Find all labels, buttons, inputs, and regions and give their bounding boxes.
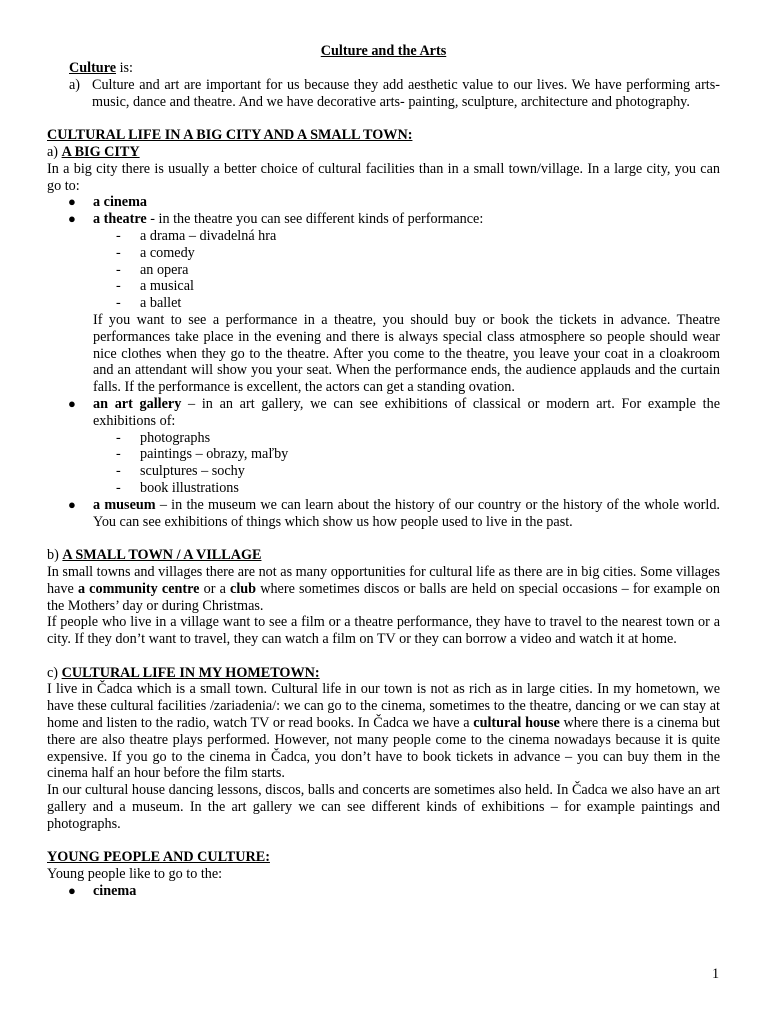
exhibition-kind: sculptures – sochy	[140, 463, 245, 480]
list-item: - a musical	[116, 278, 194, 295]
list-item: - book illustrations	[116, 479, 239, 496]
small-town-paragraph-1: In small towns and villages there are not as many opportunities for cultural life as there are in big cities. Some villages have a community centre or a club where sometimes discos or balls are held on special occasions – for example on the Mothers’ day or during Christmas.	[47, 563, 720, 614]
list-item: - a ballet	[116, 295, 182, 312]
bullet-icon: ●	[68, 211, 76, 227]
culture-definition-text: Culture and art are important for us because they add aesthetic value to our lives. We have performing arts- music, dance and theatre. And we have decorative arts- painting, sculpture, architecture and photography.	[92, 76, 720, 110]
museum-list	[47, 497, 720, 531]
list-item	[47, 883, 720, 900]
theatre-kind: a comedy	[140, 244, 195, 261]
list-item	[47, 497, 720, 531]
theatre-item	[93, 211, 720, 228]
list-item: - a drama – divadelná hra	[116, 227, 277, 244]
bullet-icon: ●	[68, 883, 76, 899]
gallery-desc: – in an art gallery, we can see exhibitions of classical or modern art. For example the exhibitions of:	[93, 395, 720, 429]
theatre-kind: a ballet	[140, 295, 182, 312]
list-marker: b)	[47, 547, 63, 564]
hometown-paragraph-1: I live in Čadca which is a small town. Cultural life in our town is not as rich as in large cities. In my hometown, we have these cultural facilities /zariadenia/: we can go to the cinema, sometimes to the theatre, dancing or we can stay at home and listen to the radio, watch TV or read books. In Čadca we have a cultural house where there is a cinema but there are also theatre plays performed. However, not many people come to the cinema nowadays because it is quite expensive. If you go to the cinema in Čadca, you don’t have to book tickets in advance – you can buy them in the cinema half an hour before the film starts.	[47, 681, 720, 782]
museum-item	[93, 497, 720, 531]
theatre-label: a theatre	[93, 211, 147, 228]
list-item	[47, 211, 720, 228]
bullet-icon: ●	[68, 194, 76, 210]
big-city-facilities-list	[47, 194, 720, 228]
exhibition-kind: paintings – obrazy, maľby	[140, 446, 289, 463]
culture-intro-rest: is:	[116, 60, 133, 76]
big-city-intro: In a big city there is usually a better choice of cultural facilities than in a small town/village. In a large city, you can go to:	[47, 160, 720, 194]
bullet-icon: ●	[68, 395, 76, 411]
list-item	[47, 396, 720, 430]
gallery-label: an art gallery	[93, 395, 182, 412]
theatre-paragraph: If you want to see a performance in a theatre, you should buy or book the tickets in advance. Theatre performances take place in the evening and there is always special class atmosphere so people should wear nice clothes when they go to the theatre. After you come to the theatre, you leave your coat in a cloakroom and an attendant will show you your seat. When the performance ends, the audience applauds and the curtain falls. If the performance is excellent, the actors can get a standing ovation.	[93, 311, 720, 396]
culture-definition	[47, 77, 720, 111]
theatre-desc: - in the theatre you can see different kinds of performance:	[146, 211, 484, 228]
young-people-heading: YOUNG PEOPLE AND CULTURE:	[47, 849, 270, 866]
culture-word: Culture	[69, 60, 117, 76]
exhibitions-list	[47, 430, 720, 497]
theatre-kind: a drama – divadelná hra	[140, 227, 277, 244]
small-town-title: A SMALL TOWN / A VILLAGE	[62, 547, 262, 564]
museum-label: a museum	[93, 496, 156, 513]
page-title: Culture and the Arts	[320, 43, 447, 59]
culture-intro-line	[47, 60, 720, 77]
hometown-heading	[47, 665, 720, 682]
list-marker: a)	[47, 143, 62, 160]
page-number: 1	[712, 966, 720, 982]
gallery-list	[47, 396, 720, 430]
theatre-kind: a musical	[140, 278, 194, 295]
list-item: - photographs	[116, 429, 211, 446]
big-city-heading	[47, 144, 720, 161]
gallery-item	[93, 396, 720, 430]
young-cinema-item: cinema	[93, 883, 137, 900]
list-item: - a comedy	[116, 244, 195, 261]
cinema-item: a cinema	[93, 194, 147, 211]
list-marker: c)	[47, 664, 62, 681]
list-item: - an opera	[116, 261, 189, 278]
list-item: - paintings – obrazy, maľby	[116, 446, 289, 463]
bullet-icon: ●	[68, 496, 76, 512]
hometown-title: CULTURAL LIFE IN MY HOMETOWN:	[61, 664, 320, 681]
document-page	[47, 43, 720, 900]
museum-desc: – in the museum we can learn about the history of our country or the history of the whole world. You can see exhibitions of things which show us how people used to live in the past.	[93, 496, 720, 530]
small-town-paragraph-2: If people who live in a village want to see a film or a theatre performance, they have to travel to the nearest town or a city. If they don’t want to travel, they can watch a film on TV or they can borrow a video and watch it at home.	[47, 614, 720, 648]
big-city-title: A BIG CITY	[61, 143, 140, 160]
list-item	[47, 194, 720, 211]
small-town-heading	[47, 547, 720, 564]
list-marker: a)	[69, 76, 81, 93]
young-people-intro: Young people like to go to the:	[47, 866, 223, 883]
list-item: - sculptures – sochy	[116, 463, 245, 480]
theatre-kinds-list	[47, 228, 720, 312]
theatre-kind: an opera	[140, 261, 189, 278]
exhibition-kind: photographs	[140, 429, 211, 446]
young-people-list	[47, 883, 720, 900]
exhibition-kind: book illustrations	[140, 479, 239, 496]
section-heading-cultural-life: CULTURAL LIFE IN A BIG CITY AND A SMALL TOWN:	[47, 127, 413, 144]
hometown-paragraph-2: In our cultural house dancing lessons, discos, balls and concerts are sometimes also held. In Čadca we also have an art gallery and a museum. In the art gallery we can see different kinds of exhibitions – for example paintings and photographs.	[47, 782, 720, 832]
